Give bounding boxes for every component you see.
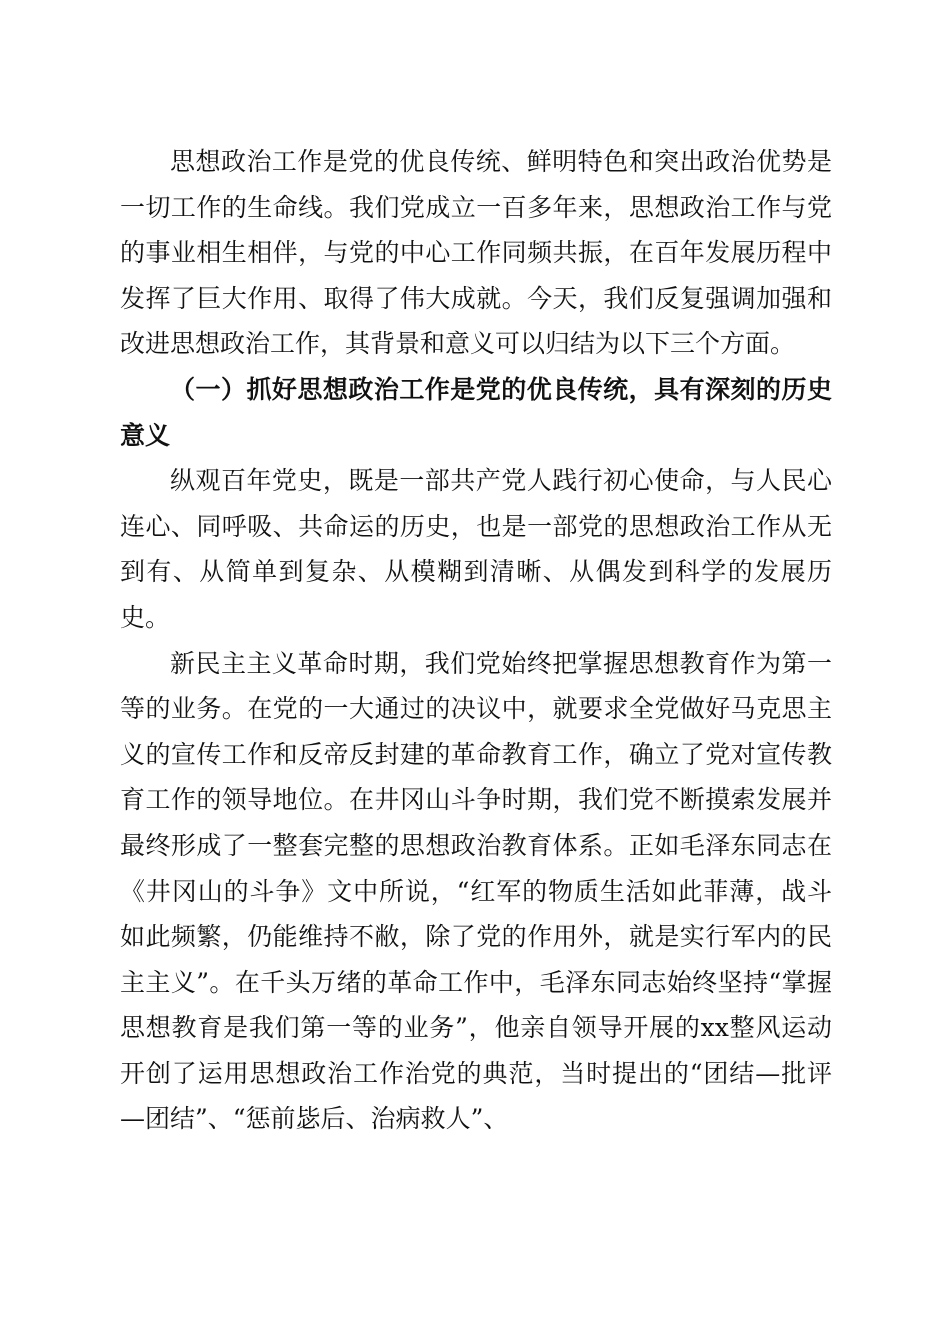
section-heading: （一）抓好思想政治工作是党的优良传统，具有深刻的历史意义 — [120, 374, 832, 450]
document-page — [120, 139, 832, 1142]
intro-paragraph: 思想政治工作是党的优良传统、鲜明特色和突出政治优势是一切工作的生命线。我们党成立一百多年来，思想政治工作与党的事业相生相伴，与党的中心工作同频共振，在百年发展历程中发挥了巨大作用、取得了伟大成就。今天，我们反复强调加强和改进思想政治工作，其背景和意义可以归结为以下三个方面。 — [120, 147, 832, 359]
revolution-paragraph: 新民主主义革命时期，我们党始终把掌握思想教育作为第一等的业务。在党的一大通过的决议中，就要求全党做好马克思主义的宣传工作和反帝反封建的革命教育工作，确立了党对宣传教育工作的领导地位。在井冈山斗争时期，我们党不断摸索发展并最终形成了一整套完整的思想政治教育体系。正如毛泽东同志在《井冈山的斗争》文中所说，“红军的物质生活如此菲薄，战斗如此频繁，仍能维持不敝，除了党的作用外，就是实行军内的民主主义”。在千头万绪的革命工作中，毛泽东同志始终坚持“掌握思想教育是我们第一等的业务”，他亲自领导开展的xx整风运动开创了运用思想政治工作治党的典范，当时提出的“团结—批评—团结”、“惩前毖后、治病救人”、 — [120, 648, 832, 1134]
history-paragraph: 纵观百年党史，既是一部共产党人践行初心使命，与人民心连心、同呼吸、共命运的历史，也是一部党的思想政治工作从无到有、从简单到复杂、从模糊到清晰、从偶发到科学的发展历史。 — [120, 466, 832, 632]
